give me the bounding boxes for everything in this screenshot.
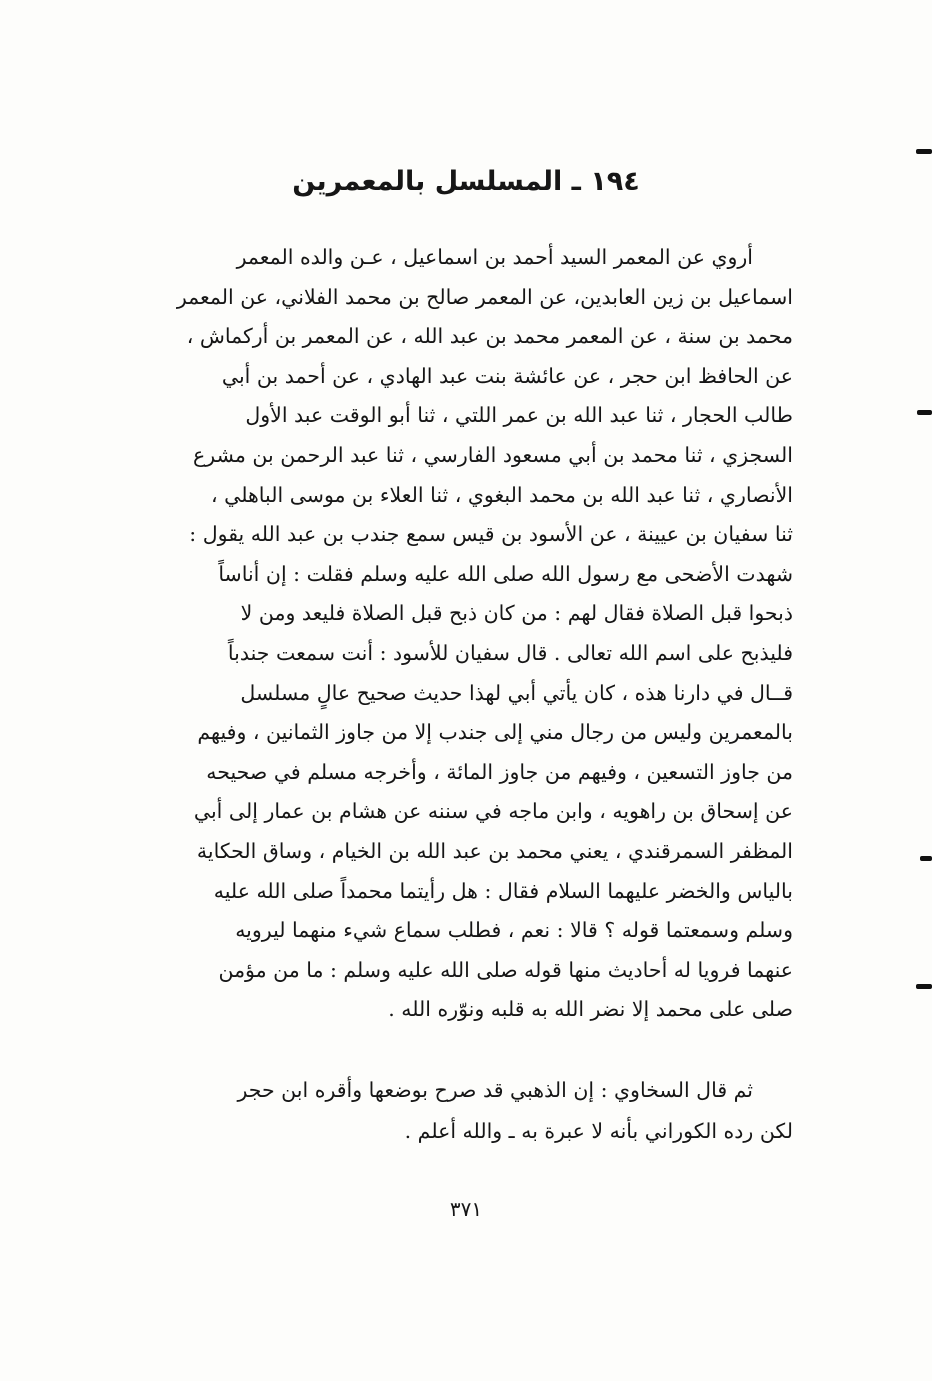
text-line: من جاوز التسعين ، وفيهم من جاوز المائة ، وأخرجه مسلم في صحيحه [206, 759, 793, 784]
text-line: عن إسحاق بن راهويه ، وابن ماجه في سننه عن هشام بن عمار إلى أبي [193, 799, 793, 824]
text-line: أروي عن المعمر السيد أحمد بن اسماعيل ، عـن والده المعمر [236, 245, 753, 269]
text-line: السجزي ، ثنا محمد بن أبي مسعود الفارسي ، ثنا عبد الرحمن بن مشرع [193, 442, 793, 467]
text-line: الأنصاري ، ثنا عبد الله بن محمد البغوي ، ثنا العلاء بن موسى الباهلي ، [210, 482, 793, 507]
text-line: ثنا سفيان بن عيينة ، عن الأسود بن قيس سمع جندب بن عبد الله يقول : [189, 522, 793, 547]
text-line: لكن رده الكوراني بأنه لا عبرة به ـ والله أعلم . [404, 1119, 793, 1143]
text-line: بالياس والخضر عليهما السلام فقال : هل رأيتما محمداً صلى الله عليه [213, 878, 793, 903]
text-line: صلى على محمد إلا نضر الله به قلبه ونوّره الله . [388, 997, 793, 1022]
text-line: وسلم وسمعتما قوله ؟ قالا : نعم ، فطلب سماع شيء منهما ليرويه [235, 918, 793, 943]
text-line: فليذبح على اسم الله تعالى . قال سفيان للأسود : أنت سمعت جندباً [227, 640, 793, 665]
text-line: بالمعمرين وليس من رجال مني إلى جندب إلا من جاوز الثمانين ، وفيهم [197, 720, 793, 745]
text-line: ذبحوا قبل الصلاة فقال لهم : من كان ذبح قبل الصلاة فليعد ومن لا [240, 601, 793, 626]
text-line: عن الحافظ ابن حجر ، عن عائشة بنت عبد الهادي ، عن أحمد بن أبي [221, 363, 793, 388]
margin-mark [920, 856, 932, 861]
text-line: طالب الحجار ، ثنا عبد الله بن عمر اللتي ، ثنا أبو الوقت عبد الأول [245, 403, 793, 428]
main-paragraph [150, 238, 793, 1030]
text-line: المظفر السمرقندي ، يعني محمد بن عبد الله بن الخيام ، وساق الحكاية [196, 838, 793, 863]
section-heading: ١٩٤ ـ المسلسل بالمعمرين [292, 166, 640, 197]
text-line: محمد بن سنة ، عن المعمر محمد بن عبد الله ، عن المعمر بن أركماش ، [186, 324, 793, 349]
margin-mark [916, 984, 932, 989]
text-line: عنهما فرويا له أحاديث منها قوله صلى الله عليه وسلم : ما من مؤمن [218, 957, 793, 982]
page-number: ٣٧١ [449, 1197, 483, 1221]
text-line: ثم قال السخاوي : إن الذهبي قد صرح بوضعها وأقره ابن حجر [237, 1078, 753, 1102]
margin-mark [917, 410, 932, 415]
text-line: قــال في دارنا هذه ، كان يأتي أبي لهذا حديث صحيح عالٍ مسلسل [240, 680, 793, 705]
margin-mark [916, 149, 932, 154]
text-line: اسماعيل بن زين العابدين، عن المعمر صالح بن محمد الفلاني، عن المعمر [176, 284, 793, 309]
closing-paragraph [150, 1070, 793, 1152]
text-line: شهدت الأضحى مع رسول الله صلى الله عليه وسلم فقلت : إن أناساً [218, 561, 793, 586]
